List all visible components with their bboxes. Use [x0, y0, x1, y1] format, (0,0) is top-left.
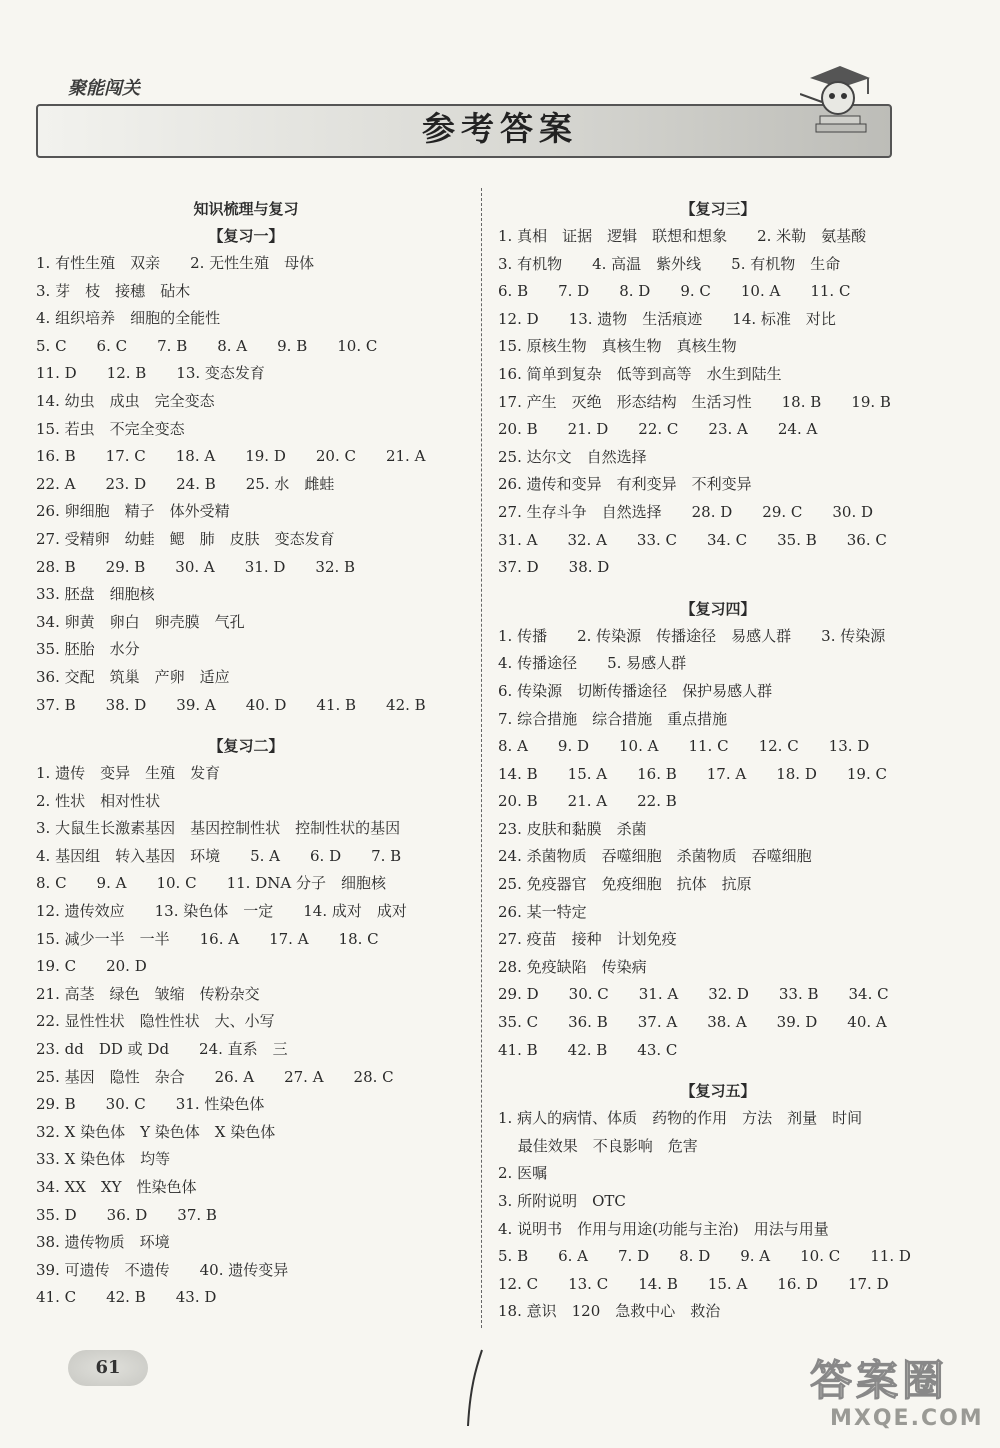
answer-line: 1. 有性生殖 双亲 2. 无性生殖 母体 — [36, 254, 315, 272]
answer-line: 1. 遗传 变异 生殖 发育 — [36, 764, 221, 783]
answer-line: 3. 大鼠生长激素基因 基因控制性状 控制性状的基因 — [36, 819, 401, 838]
answer-line: 24. 杀菌物质 吞噬细胞 杀菌物质 吞噬细胞 — [498, 847, 812, 866]
answer-line: 20. B 21. A 22. B — [498, 792, 677, 811]
answer-line: 4. 组织培养 细胞的全能性 — [36, 309, 221, 328]
answer-line: 11. D 12. B 13. 变态发育 — [36, 364, 265, 383]
pen-mark — [462, 1348, 488, 1428]
answer-line: 15. 若虫 不完全变态 — [36, 419, 185, 438]
answer-line: 2. 性状 相对性状 — [36, 791, 161, 810]
answer-line: 3. 所附说明 OTC — [498, 1192, 626, 1210]
answer-line: 最佳效果 不良影响 危害 — [498, 1136, 698, 1155]
answer-line: 31. A 32. A 33. C 34. C 35. B 36. C — [498, 530, 887, 549]
answer-line: 23. dd DD 或 Dd 24. 直系 三 — [36, 1040, 288, 1059]
answer-line: 6. B 7. D 8. D 9. C 10. A 11. C — [498, 282, 851, 301]
answer-line: 4. 传播途径 5. 易感人群 — [498, 654, 687, 673]
answer-line: 3. 有机物 4. 高温 紫外线 5. 有机物 生命 — [498, 254, 841, 273]
answer-line: 19. C 20. D — [36, 957, 147, 976]
answer-line: 1. 病人的病情、体质 药物的作用 方法 剂量 时间 — [498, 1109, 863, 1128]
answer-line: 26. 卵细胞 精子 体外受精 — [36, 502, 230, 521]
answer-line: 2. 医嘱 — [498, 1164, 548, 1183]
answer-line: 12. C 13. C 14. B 15. A 16. D 17. D — [498, 1274, 889, 1293]
answer-line: 33. 胚盘 细胞核 — [36, 585, 155, 604]
answer-line: 32. X 染色体 Y 染色体 X 染色体 — [36, 1122, 276, 1141]
answer-line: 35. 胚胎 水分 — [36, 640, 140, 659]
watermark-logo: 答案圈 — [810, 1356, 949, 1405]
answer-line: 12. D 13. 遗物 生活痕迹 14. 标准 对比 — [498, 309, 836, 328]
answer-line: 26. 遗传和变异 有利变异 不利变异 — [498, 475, 752, 494]
section-review-2 — [36, 733, 456, 1312]
answer-line: 33. X 染色体 均等 — [36, 1150, 171, 1169]
right-column — [498, 196, 938, 1326]
answer-line: 1. 真相 证据 逻辑 联想和想象 2. 米勒 氨基酸 — [498, 227, 867, 245]
answer-line: 12. 遗传效应 13. 染色体 一定 14. 成对 成对 — [36, 902, 407, 921]
section-heading: 【复习五】 — [680, 1082, 756, 1101]
answer-line: 8. A 9. D 10. A 11. C 12. C 13. D — [498, 737, 870, 756]
answer-line: 14. B 15. A 16. B 17. A 18. D 19. C — [498, 764, 887, 783]
answer-line: 26. 某一特定 — [498, 902, 587, 921]
answer-line: 27. 受精卵 幼蛙 鳃 肺 皮肤 变态发育 — [36, 529, 335, 548]
section-review-3 — [498, 196, 938, 582]
main-heading: 知识梳理与复习 — [193, 200, 299, 218]
section-heading: 【复习一】 — [208, 227, 284, 245]
answer-line: 1. 传播 2. 传染源 传播途径 易感人群 3. 传染源 — [498, 626, 886, 645]
answer-line: 21. 高茎 绿色 皱缩 传粉杂交 — [36, 984, 260, 1003]
page-title: 参考答案 — [422, 109, 578, 148]
answer-line: 38. 遗传物质 环境 — [36, 1233, 170, 1252]
answer-line: 16. 简单到复杂 低等到高等 水生到陆生 — [498, 364, 782, 383]
answer-line: 41. B 42. B 43. C — [498, 1040, 678, 1059]
answer-line: 28. 免疫缺陷 传染病 — [498, 957, 647, 976]
answer-line: 14. 幼虫 成虫 完全变态 — [36, 391, 215, 410]
answer-line: 25. 免疫器官 免疫细胞 抗体 抗原 — [498, 875, 752, 894]
answer-line: 29. B 30. C 31. 性染色体 — [36, 1095, 265, 1114]
answer-line: 25. 基因 隐性 杂合 26. A 27. A 28. C — [36, 1067, 394, 1086]
answer-line: 41. C 42. B 43. D — [36, 1288, 217, 1307]
answer-line: 28. B 29. B 30. A 31. D 32. B — [36, 557, 356, 576]
section-review-1 — [36, 223, 456, 719]
answer-line: 5. C 6. C 7. B 8. A 9. B 10. C — [36, 336, 378, 355]
answer-line: 18. 意识 120 急救中心 救治 — [498, 1302, 721, 1321]
answer-line: 34. 卵黄 卵白 卵壳膜 气孔 — [36, 612, 245, 631]
answer-line: 6. 传染源 切断传播途径 保护易感人群 — [498, 681, 773, 700]
mascot-illustration — [800, 58, 874, 136]
answer-line: 22. 显性性状 隐性性状 大、小写 — [36, 1012, 275, 1031]
answer-line: 4. 基因组 转入基因 环境 5. A 6. D 7. B — [36, 846, 402, 865]
answer-line: 39. 可遗传 不遗传 40. 遗传变异 — [36, 1260, 289, 1279]
answer-line: 36. 交配 筑巢 产卵 适应 — [36, 667, 230, 686]
answer-line: 27. 生存斗争 自然选择 28. D 29. C 30. D — [498, 502, 874, 521]
answer-line: 20. B 21. D 22. C 23. A 24. A — [498, 420, 818, 439]
answer-line: 23. 皮肤和黏膜 杀菌 — [498, 819, 647, 838]
section-heading: 【复习三】 — [680, 200, 756, 218]
answer-line: 22. A 23. D 24. B 25. 水 雌蛙 — [36, 474, 335, 493]
left-column — [36, 196, 456, 1312]
page-number: 61 — [68, 1350, 148, 1386]
answer-line: 15. 减少一半 一半 16. A 17. A 18. C — [36, 929, 379, 948]
answer-line: 35. D 36. D 37. B — [36, 1205, 217, 1224]
answer-line: 35. C 36. B 37. A 38. A 39. D 40. A — [498, 1013, 887, 1032]
section-heading: 【复习四】 — [680, 599, 756, 618]
answer-line: 7. 综合措施 综合措施 重点措施 — [498, 709, 728, 728]
answer-line: 27. 疫苗 接种 计划免疫 — [498, 930, 677, 949]
answer-line: 16. B 17. C 18. A 19. D 20. C 21. A — [36, 447, 426, 466]
watermark-site: MXQE.COM — [830, 1406, 984, 1431]
answer-line: 4. 说明书 作用与用途(功能与主治) 用法与用量 — [498, 1219, 829, 1238]
answer-line: 29. D 30. C 31. A 32. D 33. B 34. C — [498, 985, 889, 1004]
answer-line: 37. D 38. D — [498, 558, 610, 577]
brand-logo: 聚能闯关 — [68, 78, 140, 99]
answer-line: 15. 原核生物 真核生物 真核生物 — [498, 337, 737, 356]
answer-line: 17. 产生 灭绝 形态结构 生活习性 18. B 19. B — [498, 392, 891, 411]
column-divider — [481, 188, 482, 1328]
answer-line: 5. B 6. A 7. D 8. D 9. A 10. C 11. D — [498, 1247, 911, 1266]
section-review-5 — [498, 1078, 938, 1326]
watermark — [790, 1348, 990, 1438]
answer-line: 3. 芽 枝 接穗 砧木 — [36, 281, 191, 300]
answer-line: 37. B 38. D 39. A 40. D 41. B 42. B — [36, 695, 426, 714]
section-heading: 【复习二】 — [208, 737, 284, 756]
answer-line: 34. XX XY 性染色体 — [36, 1178, 197, 1196]
answer-line: 25. 达尔文 自然选择 — [498, 447, 647, 466]
section-review-4 — [498, 596, 938, 1065]
answer-line: 8. C 9. A 10. C 11. DNA 分子 细胞核 — [36, 874, 386, 893]
